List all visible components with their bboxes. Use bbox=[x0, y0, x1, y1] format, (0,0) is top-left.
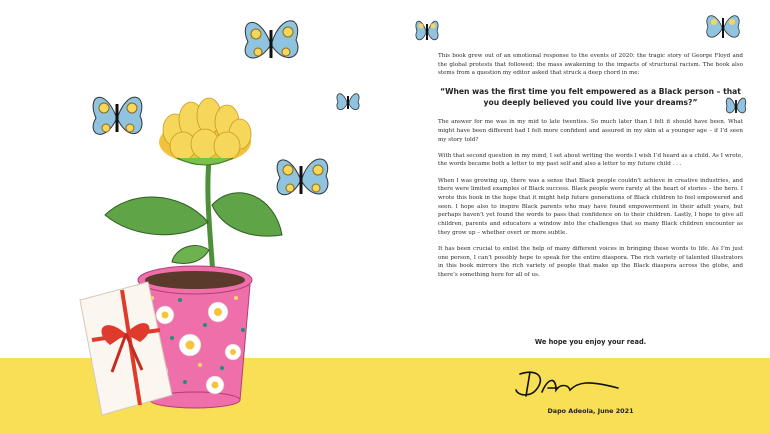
butterfly-icon bbox=[238, 12, 306, 74]
leaf-small bbox=[172, 246, 209, 264]
paragraph: This book grew out of an emotional response to the events of 2020: the tragic story of George Floyd and the global protests that followed; the mass awakening to the impacts of structural racism. The book also stems from a question my editor asked that struck a deep chord in me: bbox=[438, 53, 743, 77]
butterfly-icon bbox=[703, 8, 743, 46]
leaf-left bbox=[105, 197, 208, 235]
pull-quote: “When was the first time you felt empowered as a Black person – that you deeply believed you could live your dreams?” bbox=[440, 87, 741, 107]
signature-icon bbox=[508, 364, 623, 402]
flower-stem bbox=[208, 150, 213, 275]
paragraph: With that second question in my mind, I set about writing the words I wish I’d heard as a child. As I wrote, the words became both a letter to my past self and also a letter to my future child . . . bbox=[438, 152, 743, 168]
butterfly-icon bbox=[270, 148, 336, 208]
paragraph: The answer for me was in my mid to late twenties. So much later than I felt it should have been. What might have been different had I felt more confident and assured in my skin at a younger age – if I’d seen my story told? bbox=[438, 119, 743, 143]
introduction-text bbox=[438, 52, 743, 287]
butterfly-icon bbox=[413, 14, 441, 48]
butterfly-icon bbox=[334, 87, 362, 117]
author-signoff: Dapo Adeola, June 2021 bbox=[547, 407, 634, 415]
closing-line: We hope you enjoy your read. bbox=[534, 338, 647, 346]
sunflower bbox=[159, 98, 251, 165]
paragraph: It has been crucial to enlist the help of many different voices in bringing these words to life. As I’m just one person, I can’t possibly hope to speak for the entire diaspora. The rich variety of talented illustrators in this book mirrors the rich variety of people that make up the Black diaspora across the globe, and there’s something here for all of us. bbox=[438, 246, 743, 279]
paragraph: When I was growing up, there was a sense that Black people couldn’t achieve in creative industries, and there were limited examples of Black success. Black people were rarely at the heart of stories – the hero. I wrote this book in the hope that it might help future generations of Black children to feel empowered and seen. I hope also to inspire Black parents who may have found empowerment in their adult years, but perhaps haven’t yet found the words to pass that confidence on to their children. Lastly, I hope to give all children, parents and educators a window into the challenges that so many Black children encounter as they grow up – whether overt or more subtle. bbox=[438, 177, 743, 236]
butterfly-icon bbox=[88, 84, 148, 150]
